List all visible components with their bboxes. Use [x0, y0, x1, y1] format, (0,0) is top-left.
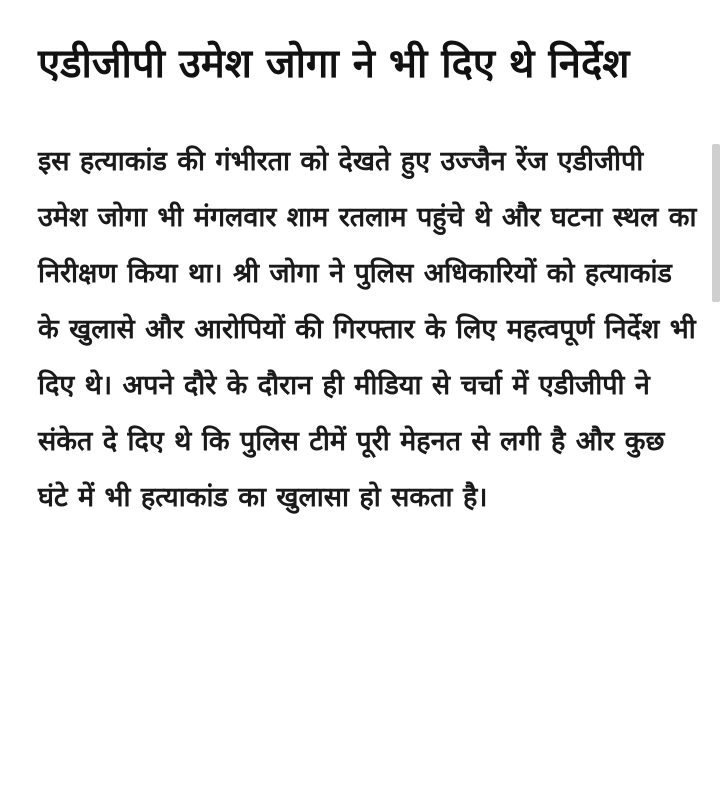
article-headline: एडीजीपी उमेश जोगा ने भी दिए थे निर्देश	[38, 41, 630, 87]
scrollbar-thumb[interactable]	[712, 144, 720, 302]
article	[38, 30, 698, 526]
article-paragraph: इस हत्याकांड की गंभीरता को देखते हुए उज्जैन रेंज एडीजीपी उमेश जोगा भी मंगलवार शाम रतलाम पहुंचे थे और घटना स्थल का निरीक्षण किया था। श्री जोगा ने पुलिस अधिकारियों को हत्याकांड के खुलासे और आरोपियों की गिरफ्तार के लिए महत्वपूर्ण निर्देश भी दिए थे। अपने दौरे के दौरान ही मीडिया से चर्चा में एडीजीपी ने संकेत दे दिए थे कि पुलिस टीमें पूरी मेहनत से लगी है और कुछ घंटे में भी हत्याकांड का खुलासा हो सकता है।	[38, 146, 697, 513]
